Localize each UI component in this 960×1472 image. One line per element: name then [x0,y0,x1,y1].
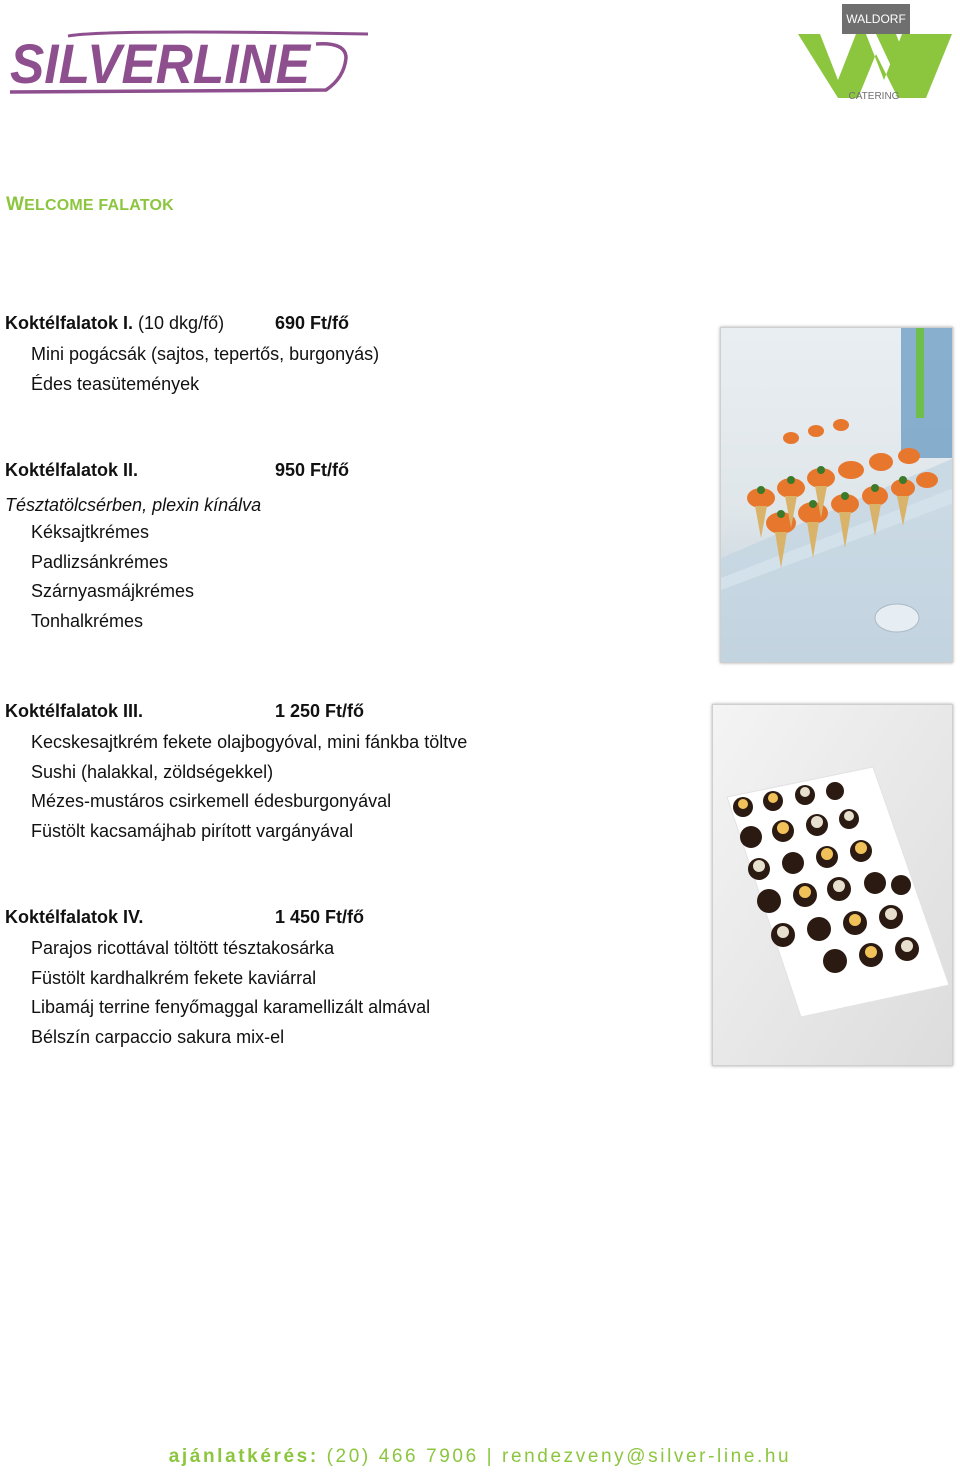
menu-group-4 [5,905,430,1052]
group-price: 690 Ft/fő [275,313,350,333]
footer-label: ajánlatkérés: [168,1446,319,1467]
footer-contact [0,1446,960,1468]
group-header [5,699,467,723]
menu-group-2 [5,458,350,636]
group-price: 1 250 Ft/fő [275,701,365,721]
waldorf-catering-logo [796,4,954,104]
menu-item: Tonhalkrémes [31,610,144,631]
section-title-cap: W [6,194,25,215]
section-title [6,194,174,216]
group-price: 950 Ft/fő [275,460,350,480]
group-name: Koktélfalatok IV. [5,907,144,927]
menu-group-1 [5,311,379,399]
footer-contact-details: (20) 466 7906 | rendezveny@silver-line.hu [318,1446,792,1467]
menu-item: Kéksajtkrémes [31,522,150,542]
group-name: Koktélfalatok III. [5,701,144,721]
menu-item: Édes teasütemények [31,373,200,394]
menu-item: Füstölt kacsamájhab pirított vargányával [31,820,354,841]
group-name: Koktélfalatok II. [5,460,139,480]
menu-item: Szárnyasmájkrémes [31,581,195,602]
group-name: Koktélfalatok I. [5,313,134,333]
silverline-logo-text: SILVERLINE [10,32,312,95]
group-header [5,311,379,335]
group-portion: (10 dkg/fő) [133,313,225,333]
group-header [5,905,430,929]
menu-item: Libamáj terrine fenyőmaggal karamellizált almával [31,997,431,1018]
menu-item: Parajos ricottával töltött tésztakosárka [31,938,335,958]
cocktail-cones-photo [720,327,953,663]
silverline-logo [6,28,372,100]
group-price: 1 450 Ft/fő [275,907,365,927]
menu-item: Sushi (halakkal, zöldségekkel) [31,761,274,782]
waldorf-logo-top-text: WALDORF [846,12,906,26]
section-title-rest: ELCOME FALATOK [24,197,174,214]
group-note: Tésztatölcsérben, plexin kínálva [5,495,262,515]
menu-item: Padlizsánkrémes [31,551,169,572]
menu-item: Mini pogácsák (sajtos, tepertős, burgonyás) [31,344,380,364]
menu-item: Bélszín carpaccio sakura mix-el [31,1026,285,1047]
group-header [5,458,350,482]
chocolate-cups-photo [712,704,953,1066]
menu-item: Füstölt kardhalkrém fekete kaviárral [31,967,317,988]
menu-item: Mézes-mustáros csirkemell édesburgonyával [31,791,392,812]
waldorf-logo-bottom-text: CATERING [848,91,900,102]
menu-group-3 [5,699,467,846]
menu-item: Kecskesajtkrém fekete olajbogyóval, mini fánkba töltve [31,732,468,752]
